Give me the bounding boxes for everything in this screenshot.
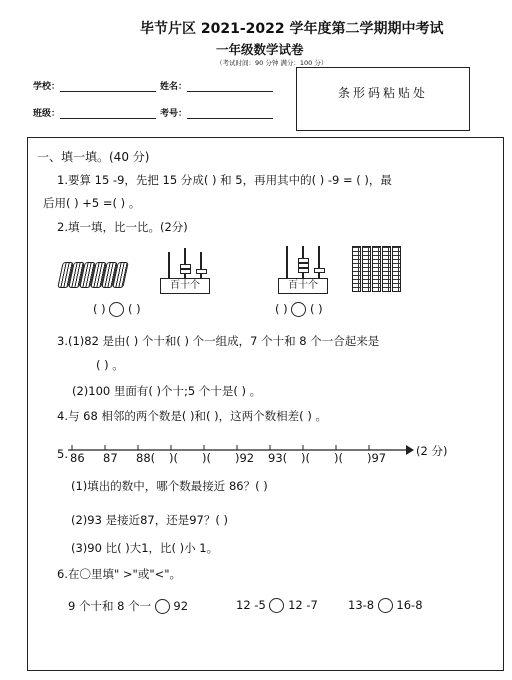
question-3-line-3: (2)100 里面有( )个十;5 个十是( ) 。 <box>72 384 262 398</box>
cube-column <box>392 246 401 292</box>
compare-circle-right[interactable] <box>291 302 306 317</box>
compare-a-right: 92 <box>173 599 189 613</box>
compare-circle-a[interactable] <box>155 599 170 614</box>
question-5-sub-2: (2)93 是接近87，还是97？( ) <box>71 513 228 527</box>
compare-left-blank-b[interactable]: ( ) <box>127 302 141 316</box>
number-line-label: 93( <box>268 451 288 465</box>
exam-subtitle: 一年级数学试卷 <box>216 42 304 57</box>
cube-column <box>352 246 361 292</box>
compare-a-left: 9 个十和 8 个一 <box>68 599 152 613</box>
abacus-bead <box>298 268 309 273</box>
question-section <box>27 137 504 671</box>
section-heading: 一、填一填。(40 分) <box>37 150 150 164</box>
compare-left <box>93 302 141 317</box>
number-line-label: 86 <box>70 451 85 465</box>
question-3-line-2: ( ) 。 <box>96 358 124 372</box>
question-2-title: 2.填一填，比一比。(2分) <box>57 220 188 234</box>
compare-row-a <box>68 598 188 614</box>
abacus-rod <box>168 252 170 278</box>
abacus-bead <box>314 268 325 273</box>
name-field[interactable] <box>187 82 273 92</box>
name-label <box>160 79 273 92</box>
compare-b-right: 12 -7 <box>288 598 318 612</box>
question-1-line-1: 1.要算 15 -9，先把 15 分成( ) 和 5，再用其中的( ) -9 = ( )，最 <box>57 173 392 187</box>
question-5-label: 5. <box>57 447 68 461</box>
compare-left-blank-a[interactable]: ( ) <box>93 302 106 316</box>
question-1-line-2: 后用( ) +5 =( ) 。 <box>43 196 141 210</box>
number-line-label: )( <box>202 451 211 465</box>
number-line-label: )( <box>334 451 343 465</box>
barcode-area <box>296 67 470 131</box>
compare-c-right: 16-8 <box>396 598 423 612</box>
number-line-label: 87 <box>103 451 118 465</box>
abacus-rod <box>286 246 288 278</box>
exam-no-label-text: 考号： <box>160 109 188 119</box>
number-line-label: )97 <box>367 451 387 465</box>
compare-right <box>275 302 323 317</box>
compare-right-blank-b[interactable]: ( ) <box>309 302 323 316</box>
compare-circle-c[interactable] <box>378 598 393 613</box>
compare-right-blank-a[interactable]: ( ) <box>275 302 288 316</box>
exam-info: （考试时间：90 分钟 满分：100 分） <box>216 59 328 67</box>
compare-circle-b[interactable] <box>269 598 284 613</box>
class-label-text: 班级： <box>33 109 61 119</box>
exam-no-label <box>160 106 273 119</box>
school-label-text: 学校： <box>33 82 61 92</box>
abacus-bead <box>196 269 207 274</box>
abacus-rod <box>318 246 320 278</box>
abacus-rod <box>200 252 202 278</box>
compare-row-c <box>348 598 423 613</box>
question-5-sub-1: (1)填出的数中，哪个数最接近 86？( ) <box>71 479 268 493</box>
abacus-base: 百十个 <box>278 278 328 294</box>
compare-row-b <box>236 598 318 613</box>
abacus-bead <box>180 269 191 274</box>
question-5-points: (2 分) <box>416 444 448 458</box>
school-label <box>33 79 156 92</box>
cube-column <box>382 246 391 292</box>
school-field[interactable] <box>60 82 156 92</box>
exam-title: 毕节片区 2021-2022 学年度第二学期期中考试 <box>140 21 444 37</box>
cube-column <box>362 246 371 292</box>
exam-no-field[interactable] <box>187 109 273 119</box>
cube-column <box>372 246 381 292</box>
class-label <box>33 106 156 119</box>
number-line-label: )( <box>169 451 178 465</box>
question-4: 4.与 68 相邻的两个数是( )和( )，这两个数相差( ) 。 <box>57 409 327 423</box>
class-field[interactable] <box>60 109 156 119</box>
number-line-label: )92 <box>235 451 255 465</box>
compare-c-left: 13-8 <box>348 598 375 612</box>
number-line-label: )( <box>301 451 310 465</box>
number-line-label: 88( <box>136 451 156 465</box>
barcode-label: 条形码粘贴处 <box>337 86 428 100</box>
question-6: 6.在〇里填" >"或"<"。 <box>57 567 182 581</box>
name-label-text: 姓名： <box>160 82 188 92</box>
question-3-line-1: 3.(1)82 是由( ) 个十和( ) 个一组成，7 个十和 8 个一合起来是 <box>57 334 380 348</box>
question-5-sub-3: (3)90 比( )大1，比( )小 1。 <box>71 541 219 555</box>
compare-circle-left[interactable] <box>109 302 124 317</box>
abacus-base: 百十个 <box>160 278 210 294</box>
compare-b-left: 12 -5 <box>236 598 266 612</box>
